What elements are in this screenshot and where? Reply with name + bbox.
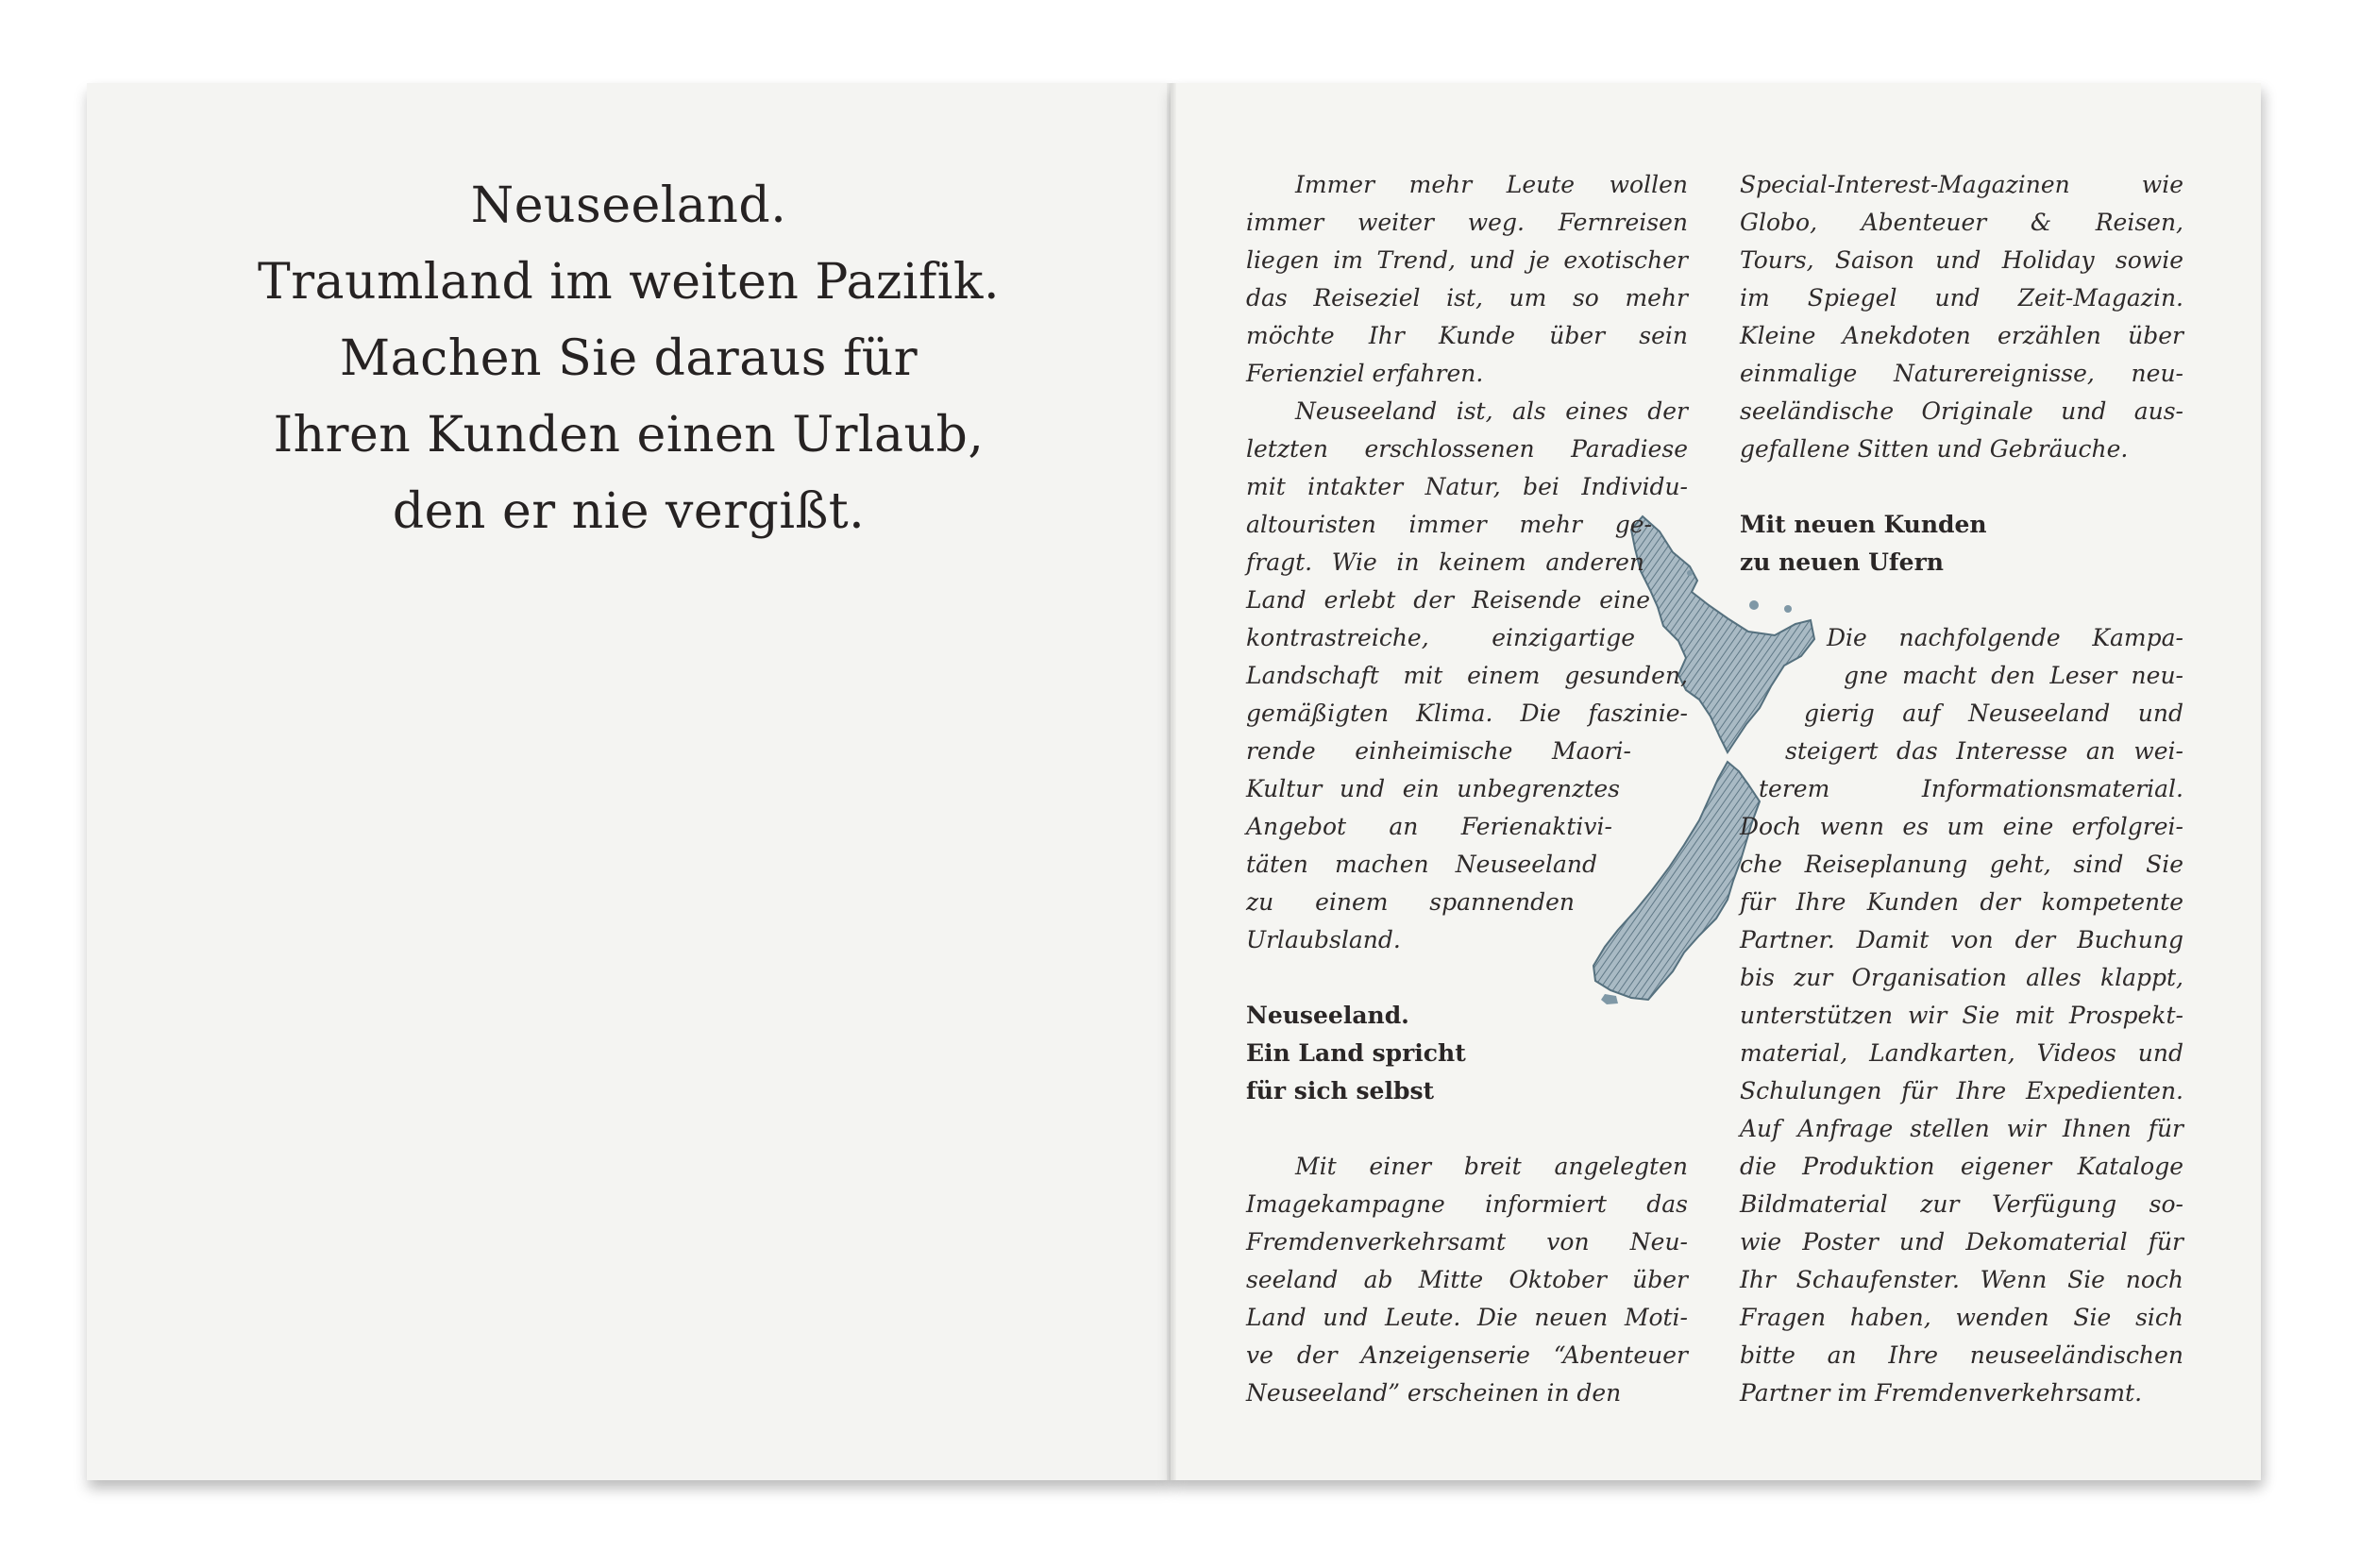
subheading-line: für sich selbst [1246, 1077, 1435, 1104]
paragraph [1246, 166, 1688, 393]
text-line: seeländische Originale und aus- [1740, 397, 2183, 425]
text-line: liegen im Trend, und je exotischer [1246, 246, 1688, 274]
subheading-line: zu neuen Ufern [1740, 548, 1944, 576]
text-line: seeland ab Mitte Oktober über [1246, 1266, 1688, 1293]
headline [87, 168, 1171, 550]
text-line: Bildmaterial zur Verfügung so- [1740, 1190, 2183, 1218]
text-line: Die nachfolgende Kampa- [1827, 624, 2183, 651]
text-line: altouristen immer mehr ge- [1246, 511, 1652, 538]
text-line: Imagekampagne informiert das [1246, 1190, 1688, 1218]
text-line: Angebot an Ferienaktivi- [1246, 813, 1612, 840]
text-line: wie Poster und Dekomaterial für [1740, 1228, 2183, 1256]
text-line: Kleine Anekdoten erzählen über [1740, 322, 2183, 349]
text-line: gefallene Sitten und Gebräuche. [1740, 435, 2129, 463]
text-line: gne macht den Leser neu- [1844, 662, 2183, 689]
text-line: kontrastreiche, einzigartige [1246, 624, 1635, 651]
text-line: möchte Ihr Kunde über sein [1246, 322, 1688, 349]
text-line: zu einem spannenden [1246, 888, 1575, 916]
text-line: Partner im Fremdenverkehrsamt. [1740, 1379, 2143, 1407]
text-line: Fragen haben, wenden Sie sich [1740, 1304, 2183, 1331]
headline-line: den er nie vergißt. [392, 483, 866, 540]
text-line: im Spiegel und Zeit-Magazin. [1740, 284, 2183, 312]
paragraph [1246, 393, 1688, 959]
text-line: Neuseeland ist, als eines der [1295, 397, 1688, 425]
text-line: Kultur und ein unbegrenztes [1246, 775, 1620, 802]
text-line: mit intakter Natur, bei Individu- [1246, 473, 1688, 500]
text-line: bitte an Ihre neuseeländischen [1740, 1341, 2183, 1369]
text-line: die Produktion eigener Kataloge [1740, 1153, 2183, 1180]
text-line: ve der Anzeigenserie “Abenteuer [1246, 1341, 1688, 1369]
text-column-2 [1740, 166, 2183, 1412]
text-line: Neuseeland” erscheinen in den [1246, 1379, 1622, 1407]
text-line: Landschaft mit einem gesunden, [1246, 662, 1688, 689]
text-line: Schulungen für Ihre Expedienten. [1740, 1077, 2183, 1104]
text-line: immer weiter weg. Fernreisen [1246, 209, 1688, 236]
text-line: einmalige Naturereignisse, neu- [1740, 360, 2183, 387]
text-line: Auf Anfrage stellen wir Ihnen für [1740, 1115, 2183, 1142]
text-line: Immer mehr Leute wollen [1295, 171, 1688, 198]
text-line: Tours, Saison und Holiday sowie [1740, 246, 2183, 274]
text-line: Doch wenn es um eine erfolgrei- [1740, 813, 2183, 840]
text-line: Special-Interest-Magazinen wie [1740, 171, 2183, 198]
text-line: Ihr Schaufenster. Wenn Sie noch [1740, 1266, 2183, 1293]
text-line: Urlaubsland. [1246, 926, 1401, 953]
text-line: Globo, Abenteuer & Reisen, [1740, 209, 2183, 236]
text-line: fragt. Wie in keinem anderen [1246, 548, 1644, 576]
text-line: Land erlebt der Reisende eine [1246, 586, 1650, 614]
paragraph [1246, 1148, 1688, 1412]
text-line: Partner. Damit von der Buchung [1740, 926, 2183, 953]
subheading-line: Ein Land spricht [1246, 1039, 1466, 1067]
text-line: rende einheimische Maori- [1246, 737, 1631, 765]
text-line: unterstützen wir Sie mit Prospekt- [1740, 1002, 2183, 1029]
text-line: letzten erschlossenen Paradiese [1246, 435, 1688, 463]
text-line: Land und Leute. Die neuen Moti- [1246, 1304, 1688, 1331]
text-line: täten machen Neuseeland [1246, 851, 1597, 878]
subheading-line: Mit neuen Kunden [1740, 511, 1987, 538]
subheading [1246, 997, 1688, 1110]
paragraph [1740, 619, 2183, 1412]
text-line: für Ihre Kunden der kompetente [1740, 888, 2183, 916]
headline-line: Neuseeland. [470, 177, 787, 234]
text-column-1 [1246, 166, 1688, 1412]
text-line: gemäßigten Klima. Die faszinie- [1246, 700, 1688, 727]
text-line: Fremdenverkehrsamt von Neu- [1246, 1228, 1688, 1256]
text-line: Ferienziel erfahren. [1246, 360, 1484, 387]
text-line: bis zur Organisation alles klappt, [1740, 964, 2183, 991]
text-line: material, Landkarten, Videos und [1740, 1039, 2183, 1067]
headline-line: Machen Sie daraus für [339, 330, 919, 387]
text-line: Mit einer breit angelegten [1295, 1153, 1688, 1180]
subheading [1740, 506, 2183, 582]
text-line: che Reiseplanung geht, sind Sie [1740, 851, 2183, 878]
headline-line: Traumland im weiten Pazifik. [258, 254, 1000, 311]
headline-line: Ihren Kunden einen Urlaub, [273, 407, 985, 464]
subheading-line: Neuseeland. [1246, 1002, 1409, 1029]
paragraph [1740, 166, 2183, 468]
text-line: das Reiseziel ist, um so mehr [1246, 284, 1688, 312]
text-line: steigert das Interesse an wei- [1785, 737, 2183, 765]
text-line: gierig auf Neuseeland und [1804, 700, 2183, 727]
text-line: terem Informationsmaterial. [1759, 775, 2183, 802]
